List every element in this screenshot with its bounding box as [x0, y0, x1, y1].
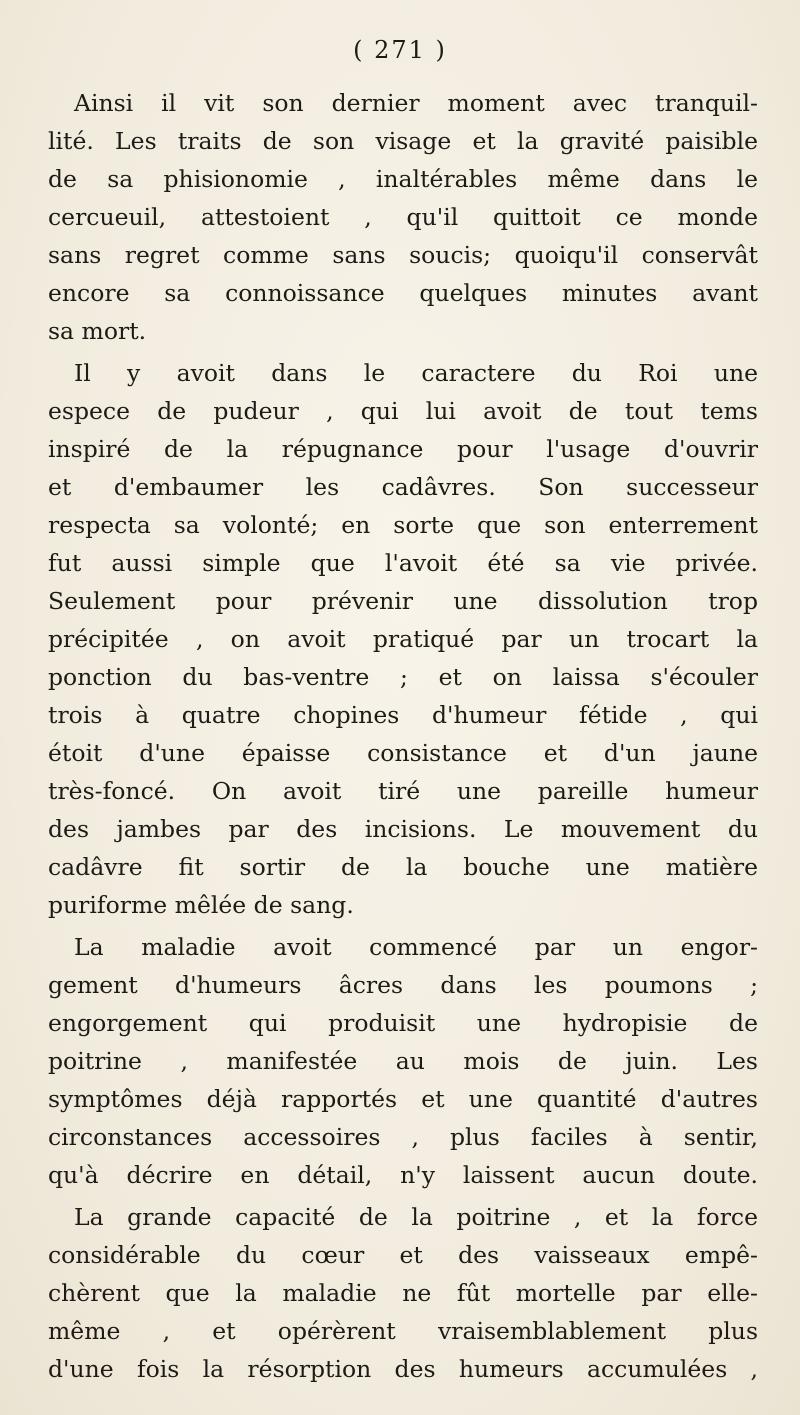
- text-line: gement d'humeurs âcres dans les poumons ;: [48, 971, 758, 999]
- text-line: d'une fois la résorption des humeurs accumulées ,: [48, 1355, 758, 1383]
- text-line: précipitée , on avoit pratiqué par un trocart la: [48, 625, 758, 653]
- text-line: cercueuil, attestoient , qu'il quittoit ce monde: [48, 203, 758, 231]
- text-line: considérable du cœur et des vaisseaux empê-: [48, 1241, 758, 1269]
- text-line: qu'à décrire en détail, n'y laissent aucun doute.: [48, 1161, 758, 1189]
- text-line: chèrent que la maladie ne fût mortelle par elle-: [48, 1279, 758, 1307]
- text-line: trois à quatre chopines d'humeur fétide , qui: [48, 701, 758, 729]
- text-line: poitrine , manifestée au mois de juin. Les: [48, 1047, 758, 1075]
- text-line: symptômes déjà rapportés et une quantité d'autres: [48, 1085, 758, 1113]
- text-line: cadâvre fit sortir de la bouche une matière: [48, 853, 758, 881]
- text-line: Ainsi il vit son dernier moment avec tranquil-: [74, 89, 758, 117]
- text-line: La maladie avoit commencé par un engor-: [74, 933, 758, 961]
- text-line: et d'embaumer les cadâvres. Son successeur: [48, 473, 758, 501]
- text-line: sans regret comme sans soucis; quoiqu'il conservât: [48, 241, 758, 269]
- text-line: des jambes par des incisions. Le mouvement du: [48, 815, 758, 843]
- text-line: étoit d'une épaisse consistance et d'un jaune: [48, 739, 758, 767]
- text-line: sa mort.: [48, 317, 147, 345]
- text-line: même , et opérèrent vraisemblablement plus: [48, 1317, 758, 1345]
- text-line: inspiré de la répugnance pour l'usage d'ouvrir: [48, 435, 758, 463]
- text-line: circonstances accessoires , plus faciles à sentir,: [48, 1123, 758, 1151]
- text-line: engorgement qui produisit une hydropisie de: [48, 1009, 758, 1037]
- text-line: puriforme mêlée de sang.: [48, 891, 354, 919]
- text-line: Seulement pour prévenir une dissolution trop: [48, 587, 758, 615]
- text-line: Il y avoit dans le caractere du Roi une: [74, 359, 758, 387]
- text-line: lité. Les traits de son visage et la gravité paisible: [48, 127, 758, 155]
- text-line: ponction du bas-ventre ; et on laissa s'écouler: [48, 663, 758, 691]
- text-line: très-foncé. On avoit tiré une pareille humeur: [48, 777, 758, 805]
- text-line: fut aussi simple que l'avoit été sa vie privée.: [48, 549, 758, 577]
- text-line: La grande capacité de la poitrine , et la force: [74, 1203, 758, 1231]
- text-line: encore sa connoissance quelques minutes avant: [48, 279, 758, 307]
- text-line: espece de pudeur , qui lui avoit de tout tems: [48, 397, 758, 425]
- text-line: de sa phisionomie , inaltérables même dans le: [48, 165, 758, 193]
- page-number: ( 271 ): [353, 36, 447, 64]
- text-line: respecta sa volonté; en sorte que son enterrement: [48, 511, 758, 539]
